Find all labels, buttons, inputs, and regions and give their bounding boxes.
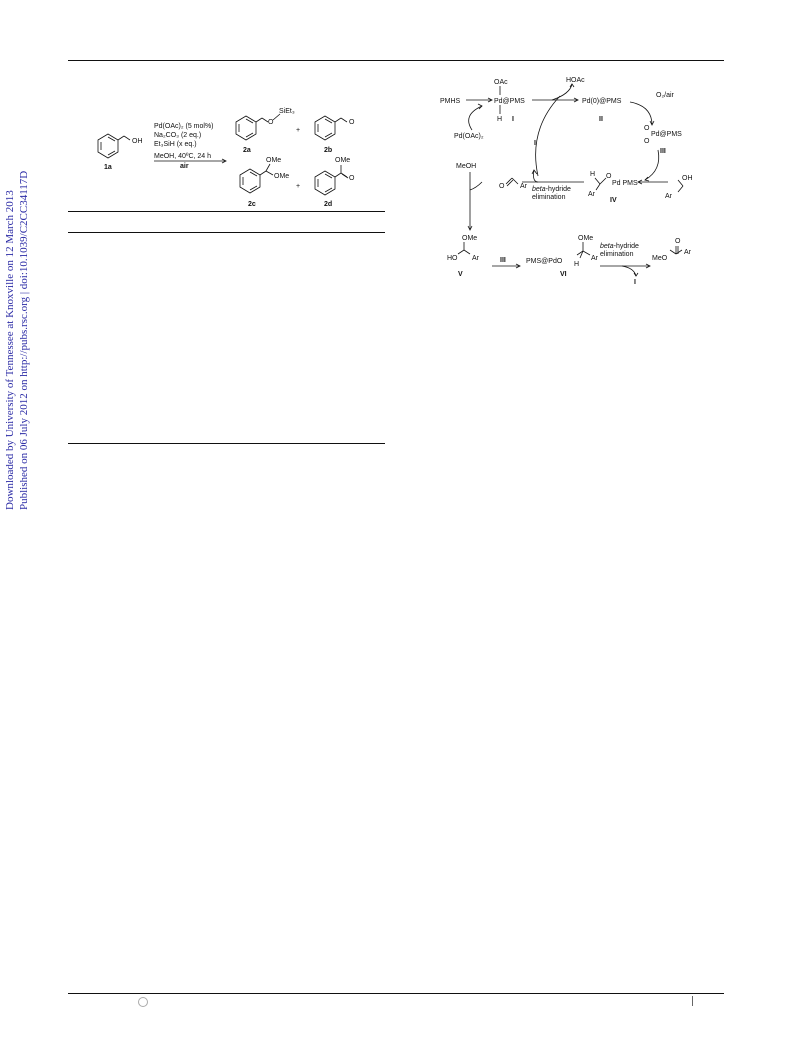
product-2a-sieт3: SiEt₃: [279, 108, 295, 115]
product-2b-label: 2b: [324, 147, 333, 154]
cycle-I-label: I: [534, 140, 536, 147]
v-ome-label: OMe: [462, 235, 478, 242]
pd0-pms-label: Pd(0)@PMS: [582, 98, 622, 105]
intermediate-III-label: III: [660, 148, 666, 155]
table-bottom-rule: [68, 443, 385, 444]
hoac-label: HOAc: [566, 77, 585, 84]
condition-air: air: [180, 163, 189, 170]
intermediate-IV-label: IV: [610, 197, 617, 204]
plus-sign: +: [296, 127, 301, 134]
beta-hydride-label-2: beta-hydride: [600, 243, 639, 250]
sidebar-download-line: Downloaded by University of Tennessee at Knoxville on 12 March 2013: [4, 190, 16, 510]
v-ho-label: HO: [447, 255, 458, 262]
product-2d-o: O: [349, 175, 355, 182]
intermediate-VI-label: VI: [560, 271, 567, 278]
footer-rule: [68, 993, 724, 994]
table-header-rule: [68, 232, 385, 233]
product-2d-label: 2d: [324, 201, 333, 208]
elimination-label: elimination: [532, 194, 566, 201]
ester-o-label: O: [675, 238, 681, 245]
product-2a-label: 2a: [243, 147, 251, 154]
elimination-label-2: elimination: [600, 251, 634, 258]
pd-oac2-label: Pd(OAc)₂: [454, 133, 484, 140]
vi-ome-label: OMe: [578, 235, 594, 242]
meoh-label: MeOH: [456, 163, 477, 170]
alcohol-oh-label: OH: [682, 175, 693, 182]
condition-silane: Et₃SiH (x eq.): [154, 141, 197, 148]
reaction-scheme: [68, 100, 388, 210]
intermediate-V-label: V: [458, 271, 463, 278]
mechanism-scheme: [420, 70, 720, 285]
pd-pms-label: Pd@PMS: [494, 98, 525, 105]
iv-pd-pms-label: Pd PMS: [612, 180, 638, 187]
vi-ar-label: Ar: [591, 255, 598, 262]
o2-air-label: O₂/air: [656, 92, 674, 99]
reactant-1a-label: 1a: [104, 164, 112, 171]
intermediate-II-label: II: [599, 116, 603, 123]
product-2d-ome: OMe: [335, 157, 351, 164]
condition-base: Na₂CO₃ (2 eq.): [154, 132, 202, 139]
footer-circle-icon: [138, 997, 148, 1007]
oac-label: OAc: [494, 79, 508, 86]
product-2c-label: 2c: [248, 201, 256, 208]
aldehyde-ar: Ar: [520, 183, 527, 190]
ester-ar-label: Ar: [684, 249, 691, 256]
peroxo-o-bot: O: [644, 138, 650, 145]
peroxo-o-top: O: [644, 125, 650, 132]
product-2c-ome2: OMe: [274, 173, 290, 180]
arrow-III-label: III: [500, 257, 506, 264]
table-top-rule: [68, 211, 385, 212]
v-ar-label: Ar: [472, 255, 479, 262]
beta-hydride-label: beta-hydride: [532, 186, 571, 193]
out-I-label: I: [634, 279, 636, 285]
vi-h-label: H: [574, 261, 580, 268]
footer-divider: [692, 996, 693, 1006]
alcohol-ar-label: Ar: [665, 193, 672, 200]
hydride-h-label: H: [497, 116, 503, 123]
iv-o-label: O: [606, 173, 612, 180]
pmhs-label: PMHS: [440, 98, 461, 105]
reactant-oh-label: OH: [132, 138, 143, 145]
product-2a-o: O: [268, 119, 274, 126]
vi-pms-label: PMS@PdO: [526, 258, 563, 265]
ester-meo-label: MeO: [652, 255, 668, 262]
condition-catalyst: Pd(OAc)₂ (5 mol%): [154, 123, 214, 130]
intermediate-I-label: I: [512, 116, 514, 123]
plus-sign-2: +: [296, 183, 301, 190]
iv-ar-label: Ar: [588, 191, 595, 198]
condition-solvent: MeOH, 40ºC, 24 h: [154, 153, 212, 160]
header-rule: [68, 60, 724, 61]
sidebar-published-line: Published on 06 July 2012 on http://pubs.rsc.org | doi:10.1039/C2CC34117D: [18, 170, 30, 510]
aldehyde-o: O: [499, 183, 505, 190]
product-2c-ome1: OMe: [266, 157, 282, 164]
product-2b-o: O: [349, 119, 355, 126]
pd-pms-III-label: Pd@PMS: [651, 131, 682, 138]
iv-h-label: H: [590, 171, 596, 178]
